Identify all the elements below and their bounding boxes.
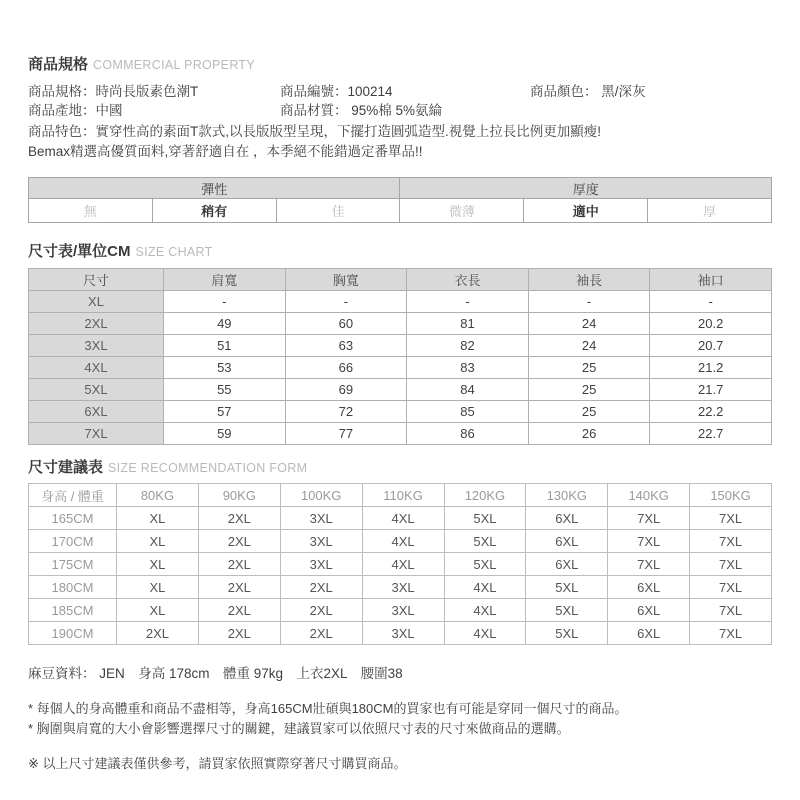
value-cell: 3XL [280,530,362,553]
size-chart-heading-en: SIZE CHART [135,245,213,259]
row-header-cell: XL [29,291,164,313]
table-row [29,622,772,645]
table-row [29,379,772,401]
value-cell: 4XL [362,530,444,553]
value-cell: 2XL [198,507,280,530]
value-cell: 85 [407,401,529,423]
value-cell: 7XL [690,530,772,553]
attribute-option-selected: 稍有 [152,199,276,223]
value-cell: 66 [285,357,407,379]
value-cell: 25 [528,401,650,423]
table-row [29,291,772,313]
table-row [29,423,772,445]
value-cell: 5XL [526,599,608,622]
product-feature-line-2: Bemax精選高優質面料,穿著舒適自在 ，本季絕不能錯過定番單品!! [28,144,423,159]
product-origin-text: 商品產地：中國 [28,103,123,118]
product-spec-text: 商品規格：時尚長版素色潮T [28,84,199,99]
value-cell: 57 [164,401,286,423]
value-cell: 7XL [608,553,690,576]
value-cell: 2XL [198,576,280,599]
value-cell: XL [117,599,199,622]
column-header: 袖長 [528,269,650,291]
attribute-option-selected: 適中 [524,199,648,223]
value-cell: 25 [528,357,650,379]
value-cell: 24 [528,335,650,357]
column-header: 肩寬 [164,269,286,291]
value-cell: 77 [285,423,407,445]
column-header: 100KG [280,484,362,507]
column-header: 80KG [117,484,199,507]
notes [28,699,772,739]
value-cell: 22.2 [650,401,772,423]
row-header-cell: 165CM [29,507,117,530]
column-header: 衣長 [407,269,529,291]
header-row [29,484,772,507]
table-row [29,553,772,576]
value-cell: 5XL [526,576,608,599]
value-cell: 4XL [362,507,444,530]
value-cell: 3XL [362,622,444,645]
size-chart-heading-zh: 尺寸表/單位CM [28,243,131,260]
value-cell: 6XL [526,507,608,530]
column-header: 130KG [526,484,608,507]
row-header-cell: 2XL [29,313,164,335]
table-row [29,599,772,622]
value-cell: 5XL [444,530,526,553]
value-cell: 6XL [608,599,690,622]
table-row [29,507,772,530]
note-line-2: * 胸圍與肩寬的大小會影響選擇尺寸的關鍵，建議買家可以依照尺寸表的尺寸來做商品的選購。 [28,721,570,736]
value-cell: 49 [164,313,286,335]
value-cell: 7XL [690,599,772,622]
attribute-group-header: 厚度 [400,178,772,199]
row-header-cell: 190CM [29,622,117,645]
value-cell: 63 [285,335,407,357]
value-cell: 82 [407,335,529,357]
value-cell: 7XL [690,507,772,530]
value-cell: 6XL [608,576,690,599]
value-cell: 60 [285,313,407,335]
value-cell: 72 [285,401,407,423]
row-header-cell: 170CM [29,530,117,553]
product-info-row-1 [28,82,772,101]
product-feature [28,122,772,162]
value-cell: 2XL [280,576,362,599]
table-row [29,401,772,423]
size-recommendation-heading [28,459,772,477]
size-recommendation-heading-en: SIZE RECOMMENDATION FORM [108,461,308,475]
attribute-option: 厚 [648,199,772,223]
column-header: 尺寸 [29,269,164,291]
value-cell: 86 [407,423,529,445]
value-cell: 7XL [690,553,772,576]
value-cell: - [164,291,286,313]
value-cell: 83 [407,357,529,379]
value-cell: 7XL [690,622,772,645]
note-line-1: * 每個人的身高體重和商品不盡相等，身高165CM壯碩與180CM的買家也有可能是穿同一個尺寸的商品。 [28,701,628,716]
value-cell: 20.7 [650,335,772,357]
value-cell: 5XL [444,553,526,576]
disclaimer: ※ 以上尺寸建議表僅供參考，請買家依照實際穿著尺寸購買商品。 [28,756,407,771]
value-cell: - [650,291,772,313]
attribute-header-row [29,178,772,199]
column-header: 110KG [362,484,444,507]
row-header-cell: 175CM [29,553,117,576]
attribute-option: 微薄 [400,199,524,223]
size-chart-heading [28,243,772,261]
value-cell: 2XL [280,622,362,645]
model-info: 麻豆資料： JEN 身高 178cm 體重 97kg 上衣2XL 腰圍38 [28,666,403,681]
value-cell: XL [117,507,199,530]
value-cell: 3XL [280,553,362,576]
value-cell: 55 [164,379,286,401]
column-header: 120KG [444,484,526,507]
table-row [29,576,772,599]
size-recommendation-heading-zh: 尺寸建議表 [28,459,104,476]
product-info [28,82,772,120]
value-cell: XL [117,576,199,599]
value-cell: 5XL [444,507,526,530]
value-cell: 4XL [444,576,526,599]
value-cell: 51 [164,335,286,357]
table-row [29,357,772,379]
value-cell: 6XL [526,553,608,576]
value-cell: 2XL [198,530,280,553]
value-cell: 53 [164,357,286,379]
product-feature-line-1: 商品特色：實穿性高的素面T款式,以長版版型呈現，下擺打造圓弧造型.視覺上拉長比例更加顯瘦! [28,124,601,139]
attribute-option: 無 [29,199,153,223]
column-header: 身高 / 體重 [29,484,117,507]
value-cell: 21.2 [650,357,772,379]
value-cell: 4XL [362,553,444,576]
row-header-cell: 5XL [29,379,164,401]
value-cell: 59 [164,423,286,445]
value-cell: 3XL [280,507,362,530]
value-cell: - [407,291,529,313]
value-cell: 25 [528,379,650,401]
value-cell: 5XL [526,622,608,645]
value-cell: 21.7 [650,379,772,401]
value-cell: 84 [407,379,529,401]
value-cell: 3XL [362,599,444,622]
value-cell: 69 [285,379,407,401]
value-cell: 3XL [362,576,444,599]
row-header-cell: 180CM [29,576,117,599]
row-header-cell: 185CM [29,599,117,622]
column-header: 袖口 [650,269,772,291]
row-header-cell: 4XL [29,357,164,379]
attribute-option: 佳 [276,199,400,223]
value-cell: 4XL [444,622,526,645]
column-header: 140KG [608,484,690,507]
column-header: 90KG [198,484,280,507]
value-cell: 7XL [608,530,690,553]
column-header: 胸寬 [285,269,407,291]
value-cell: - [528,291,650,313]
value-cell: 6XL [526,530,608,553]
value-cell: - [285,291,407,313]
column-header: 150KG [690,484,772,507]
commercial-property-heading [28,56,772,74]
value-cell: 20.2 [650,313,772,335]
value-cell: 2XL [280,599,362,622]
size-recommendation-table [28,483,772,645]
table-row [29,530,772,553]
value-cell: 7XL [690,576,772,599]
value-cell: XL [117,553,199,576]
value-cell: 2XL [117,622,199,645]
value-cell: 81 [407,313,529,335]
table-row [29,313,772,335]
attribute-option-row [29,199,772,223]
product-info-row-2 [28,101,772,120]
row-header-cell: 3XL [29,335,164,357]
value-cell: 26 [528,423,650,445]
size-chart-table [28,268,772,445]
value-cell: 22.7 [650,423,772,445]
row-header-cell: 7XL [29,423,164,445]
value-cell: 24 [528,313,650,335]
attribute-group-header: 彈性 [29,178,400,199]
value-cell: XL [117,530,199,553]
commercial-property-heading-zh: 商品規格 [28,56,89,73]
value-cell: 2XL [198,599,280,622]
value-cell: 4XL [444,599,526,622]
value-cell: 7XL [608,507,690,530]
value-cell: 2XL [198,553,280,576]
table-row [29,335,772,357]
row-header-cell: 6XL [29,401,164,423]
header-row [29,269,772,291]
commercial-property-heading-en: COMMERCIAL PROPERTY [93,58,255,72]
product-code-text: 商品編號：100214 [280,84,393,99]
product-color-text: 商品顏色： 黑/深灰 [530,84,646,99]
value-cell: 6XL [608,622,690,645]
product-material-text: 商品材質： 95%棉 5%氨綸 [280,103,443,118]
attribute-table [28,177,772,223]
value-cell: 2XL [198,622,280,645]
